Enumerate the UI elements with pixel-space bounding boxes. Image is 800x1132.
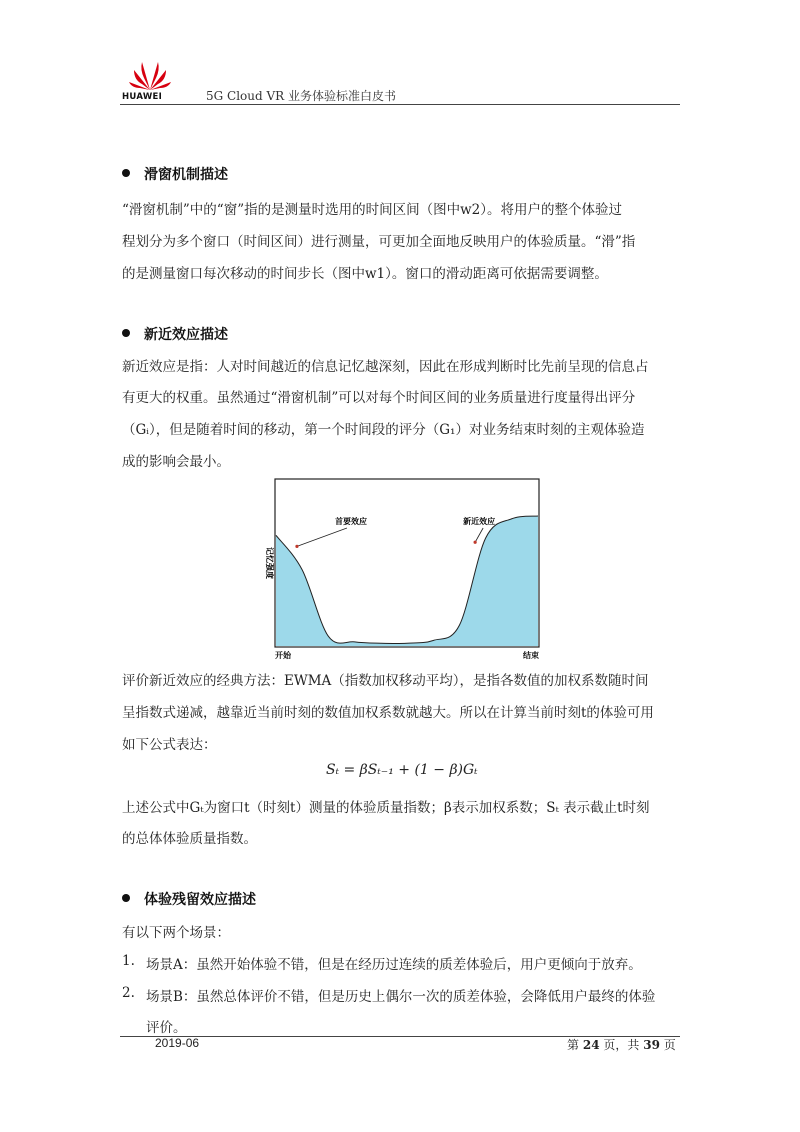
paragraph-line: （Gᵢ），但是随着时间的移动，第一个时间段的评分（G₁）对业务结束时刻的主观体验造 [122, 422, 645, 438]
x-tick-start: 开始 [275, 651, 291, 660]
x-tick-end: 结束 [523, 651, 539, 660]
list-item: 场景A：虽然开始体验不错，但是在经历过连续的质差体验后，用户更倾向于放弃。 [146, 957, 642, 973]
ewma-formula: Sₜ = βSₜ₋₁ + (1 − β)Gₜ [326, 762, 478, 778]
huawei-logo [128, 56, 172, 92]
paragraph-line: 有更大的权重。虽然通过“滑窗机制”可以对每个时间区间的业务质量进行度量得出评分 [122, 390, 636, 406]
annotation-arrow-head [474, 541, 477, 544]
paragraph-line: 如下公式表达： [122, 737, 217, 753]
annotation-label: 新近效应 [463, 517, 496, 526]
paragraph-line: 程划分为多个窗口（时间区间）进行测量，可更加全面地反映用户的体验质量。“滑”指 [122, 234, 636, 250]
list-number: 2. [122, 985, 135, 1001]
paragraph-line: 呈指数式递减，越靠近当前时刻的数值加权系数就越大。所以在计算当前时刻t的体验可用 [122, 705, 654, 721]
paragraph-line: “滑窗机制”中的“窗”指的是测量时选用的时间区间（图中w2）。将用户的整个体验过 [122, 202, 622, 218]
bullet-icon [122, 169, 130, 177]
y-axis-label: 记忆强度 [265, 547, 274, 579]
header-divider [120, 104, 680, 105]
paragraph-line: 评价新近效应的经典方法：EWMA（指数加权移动平均），是指各数值的加权系数随时间 [122, 673, 649, 689]
paragraph-line: 上述公式中Gₜ为窗口t（时刻t）测量的体验质量指数；β表示加权系数；Sₜ 表示截止t时刻 [122, 800, 650, 816]
paragraph-line: 的总体体验质量指数。 [122, 831, 257, 847]
paragraph-line: 成的影响会最小。 [122, 454, 230, 470]
section-title-sliding: 滑窗机制描述 [122, 164, 228, 184]
bullet-icon [122, 329, 130, 337]
paragraph-line: 有以下两个场景： [122, 925, 230, 941]
list-item: 场景B：虽然总体评价不错，但是历史上偶尔一次的质差体验，会降低用户最终的体验 [146, 989, 656, 1005]
brand-name: HUAWEI [122, 92, 163, 102]
paragraph-line: 的是测量窗口每次移动的时间步长（图中w1）。窗口的滑动距离可依据需要调整。 [122, 266, 608, 282]
section-title-residual: 体验残留效应描述 [122, 889, 256, 909]
annotation-label: 首要效应 [334, 517, 367, 526]
paragraph-line: 新近效应是指：人对时间越近的信息记忆越深刻，因此在形成判断时比先前呈现的信息占 [122, 359, 649, 375]
page-number: 第 24 页，共 39 页 [567, 1038, 676, 1052]
list-item-continued: 评价。 [146, 1020, 187, 1036]
memory-curve-chart [258, 476, 558, 664]
footer-date: 2019-06 [155, 1036, 200, 1050]
annotation-arrow-head [295, 545, 298, 548]
document-title: 5G Cloud VR 业务体验标准白皮书 [206, 89, 397, 103]
list-number: 1. [122, 953, 135, 969]
section-title-recency: 新近效应描述 [122, 324, 228, 344]
bullet-icon [122, 894, 130, 902]
